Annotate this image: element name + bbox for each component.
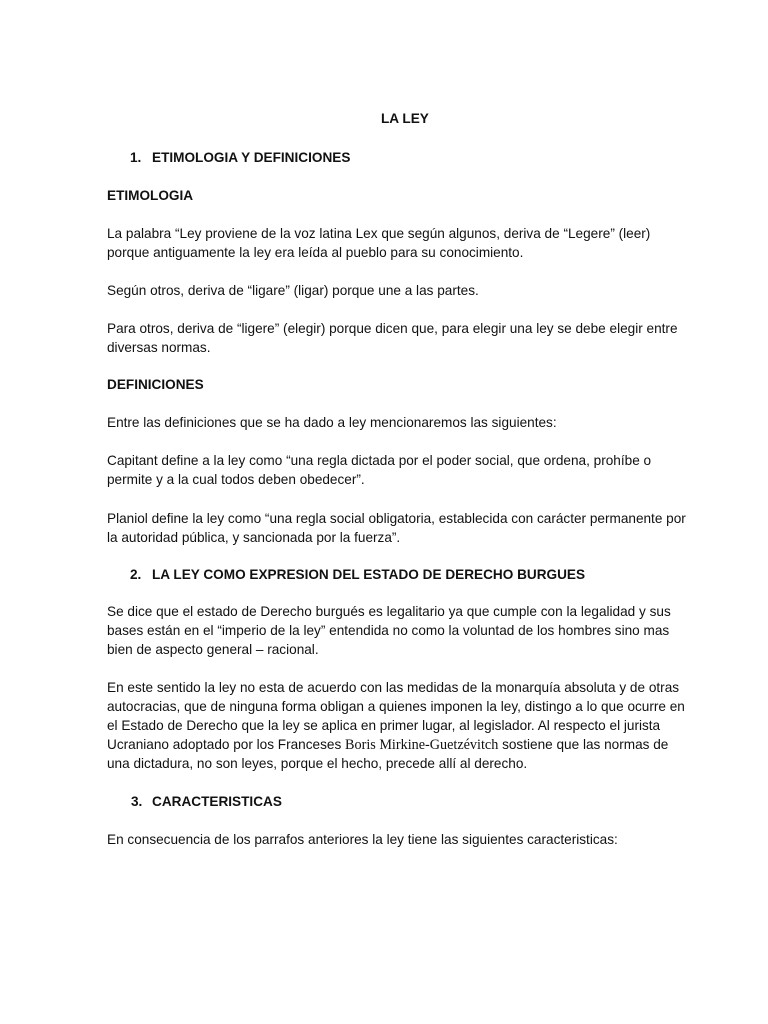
section-2-paragraph-1-line-3: bien de aspecto general – racional. xyxy=(107,642,319,657)
definiciones-paragraph-2-line-1: Capitant define a la ley como “una regla dictada por el poder social, que ordena, prohíbe o xyxy=(107,453,652,468)
etimologia-paragraph-2: Según otros, deriva de “ligare” (ligar) porque une a las partes. xyxy=(107,283,479,298)
document-title: LA LEY xyxy=(381,111,429,126)
section-2-paragraph-2-line-4 xyxy=(107,735,668,755)
definiciones-paragraph-3-line-2: la autoridad pública, y sancionada por la fuerza”. xyxy=(107,530,401,545)
section-2-paragraph-2-line-4-start: Ucraniano adoptado por los Franceses xyxy=(107,737,346,752)
definiciones-heading: DEFINICIONES xyxy=(107,377,204,392)
section-3-heading: CARACTERISTICAS xyxy=(152,794,282,809)
definiciones-paragraph-1: Entre las definiciones que se ha dado a ley mencionaremos las siguientes: xyxy=(107,415,557,430)
section-2-paragraph-2-line-3: el Estado de Derecho que la ley se aplica en primer lugar, al legislador. Al respecto el jurista xyxy=(107,718,661,733)
section-1-number: 1. xyxy=(130,150,142,165)
definiciones-paragraph-3-line-1: Planiol define la ley como “una regla social obligatoria, establecida con carácter permanente por xyxy=(107,511,686,526)
etimologia-paragraph-3-line-2: diversas normas. xyxy=(107,340,211,355)
section-2-number: 2. xyxy=(130,567,142,582)
section-2-heading: LA LEY COMO EXPRESION DEL ESTADO DE DERECHO BURGUES xyxy=(152,567,586,582)
section-1-heading: ETIMOLOGIA Y DEFINICIONES xyxy=(152,150,351,165)
etimologia-paragraph-3-line-1: Para otros, deriva de “ligere” (elegir) porque dicen que, para elegir una ley se debe elegir entre xyxy=(107,321,678,336)
section-2-paragraph-2-line-5: una dictadura, no son leyes, porque el hecho, precede allí al derecho. xyxy=(107,756,528,771)
jurist-name: Boris Mirkine-Guetzévitch xyxy=(345,737,499,753)
etimologia-heading: ETIMOLOGIA xyxy=(107,188,194,203)
section-2-paragraph-2-line-4-end: sostiene que las normas de xyxy=(498,737,669,752)
section-2-paragraph-1-line-1: Se dice que el estado de Derecho burgués es legalitario ya que cumple con la legalidad y sus xyxy=(107,604,671,619)
section-2-paragraph-2-line-2: autocracias, que de ninguna forma obligan a quienes imponen la ley, distingo a lo que ocurre en xyxy=(107,699,685,714)
etimologia-paragraph-1-line-1: La palabra “Ley proviene de la voz latina Lex que según algunos, deriva de “Legere” (leer) xyxy=(107,226,651,241)
definiciones-paragraph-2-line-2: permite y a la cual todos deben obedecer”. xyxy=(107,472,365,487)
section-3-paragraph-1: En consecuencia de los parrafos anteriores la ley tiene las siguientes caracteristicas: xyxy=(107,832,618,847)
section-2-paragraph-2-line-1: En este sentido la ley no esta de acuerdo con las medidas de la monarquía absoluta y de otras xyxy=(107,680,680,695)
section-2-paragraph-1-line-2: bases están en el “imperio de la ley” entendida no como la voluntad de los hombres sino mas xyxy=(107,623,670,638)
etimologia-paragraph-1-line-2: porque antiguamente la ley era leída al pueblo para su conocimiento. xyxy=(107,245,524,260)
section-3-number: 3. xyxy=(131,794,143,809)
